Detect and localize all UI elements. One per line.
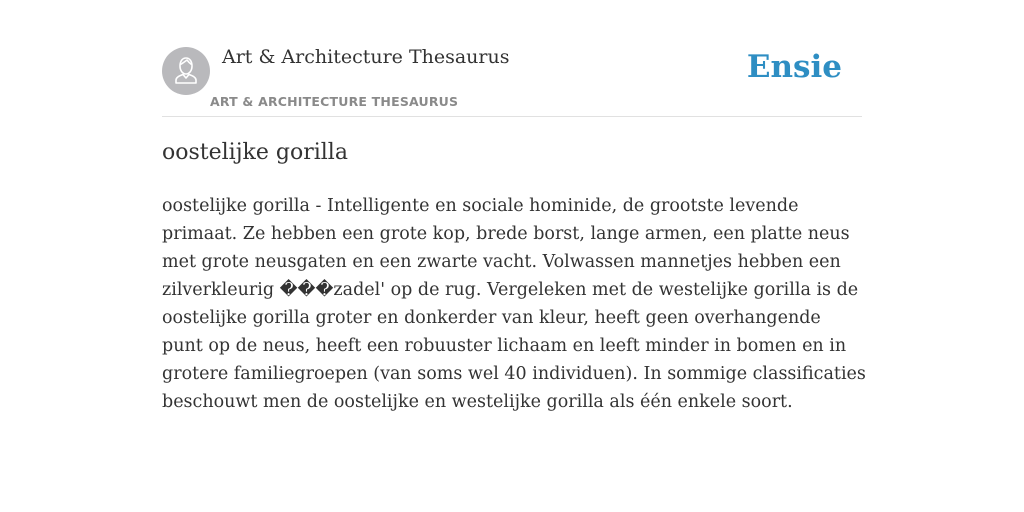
user-icon xyxy=(162,47,210,95)
author-name[interactable]: Art & Architecture Thesaurus xyxy=(222,46,510,68)
definition-text: oostelijke gorilla - Intelligente en sociale hominide, de grootste levende primaat. Ze hebben een grote kop, brede borst, lange armen, een platte neus met grote neusgaten en een zwarte vacht. Volwassen mannetjes hebben een zilverkleurig ���zadel' op de rug. Vergeleken met de westelijke gorilla is de oostelijke gorilla groter en donkerder van kleur, heeft geen overhangende punt op de neus, heeft een robuuster lichaam en leeft minder in bomen en in grotere familiegroepen (van soms wel 40 individuen). In sommige classificaties beschouwt men de oostelijke en westelijke gorilla als één enkele soort. xyxy=(162,196,866,412)
author-avatar[interactable] xyxy=(162,47,210,95)
page-title: oostelijke gorilla xyxy=(162,140,348,165)
author-subtitle: ART & ARCHITECTURE THESAURUS xyxy=(210,94,459,109)
brand-logo[interactable]: Ensie xyxy=(746,49,842,85)
definition-card xyxy=(162,0,866,512)
card-header xyxy=(162,0,862,117)
